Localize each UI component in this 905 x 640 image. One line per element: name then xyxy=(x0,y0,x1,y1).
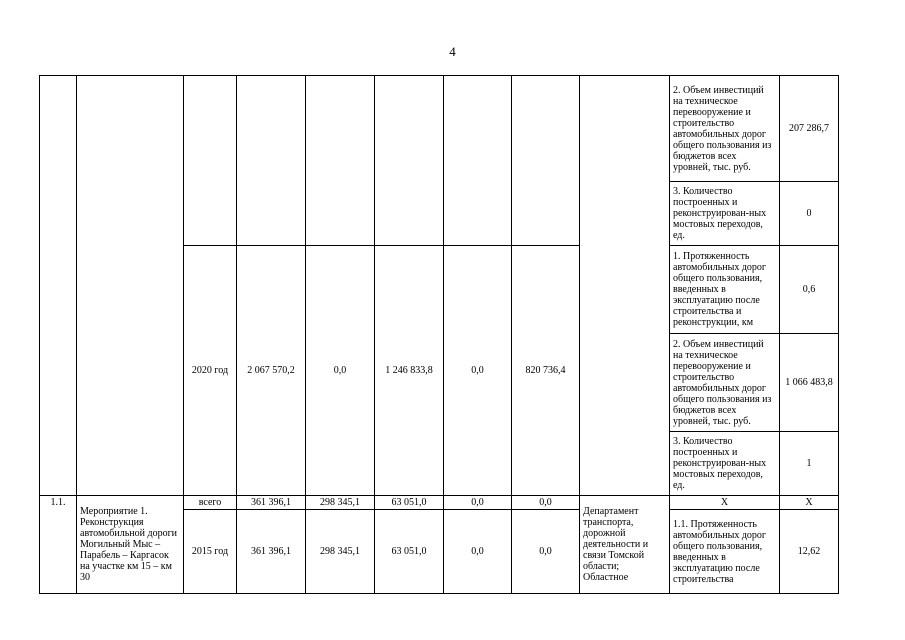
number-cell-empty xyxy=(40,76,77,496)
indicator-bridges-value: 0 xyxy=(780,182,839,246)
total-2015: 361 396,1 xyxy=(237,510,306,594)
other-2020: 820 736,4 xyxy=(512,246,580,496)
total-row-indicator-value: Х xyxy=(780,496,839,510)
name-cell-empty xyxy=(77,76,184,496)
regional-2015: 63 051,0 xyxy=(375,510,444,594)
year-2015: 2015 год xyxy=(184,510,237,594)
local-2015: 0,0 xyxy=(444,510,512,594)
other-2015: 0,0 xyxy=(512,510,580,594)
year-2020: 2020 год xyxy=(184,246,237,496)
total-row-total: 361 396,1 xyxy=(237,496,306,510)
total-row-indicator: Х xyxy=(670,496,780,510)
federal-2020: 0,0 xyxy=(306,246,375,496)
total-row-regional: 63 051,0 xyxy=(375,496,444,510)
total-row-local: 0,0 xyxy=(444,496,512,510)
year-cell-empty xyxy=(184,76,237,246)
indicator-investment-2020: 2. Объем инвестиций на техническое перевооружение и строительство автомобильных дорог общего пользования из бюджетов всех уровней, тыс. руб. xyxy=(670,334,780,432)
activity-executor: Департамент транспорта, дорожной деятельности и связи Томской области; Областное xyxy=(580,496,670,594)
total-cell-empty xyxy=(237,76,306,246)
indicator-investment-value-2020: 1 066 483,8 xyxy=(780,334,839,432)
federal-cell-empty xyxy=(306,76,375,246)
indicator-length-value-2020: 0,6 xyxy=(780,246,839,334)
indicator-bridges-value-2020: 1 xyxy=(780,432,839,496)
other-cell-empty xyxy=(512,76,580,246)
program-table xyxy=(39,75,839,594)
total-2020: 2 067 570,2 xyxy=(237,246,306,496)
indicator-length: 1. Протяженность автомобильных дорог общего пользования, введенных в эксплуатацию после строительства и реконструкции, км xyxy=(670,246,780,334)
indicator-investment-value: 207 286,7 xyxy=(780,76,839,182)
indicator-bridges-2020: 3. Количество построенных и реконструирован-ных мостовых переходов, ед. xyxy=(670,432,780,496)
local-cell-empty xyxy=(444,76,512,246)
total-row-label: всего xyxy=(184,496,237,510)
federal-2015: 298 345,1 xyxy=(306,510,375,594)
activity-name: Мероприятие 1. Реконструкция автомобильной дороги Могильный Мыс – Парабель – Каргасок на участке км 15 – км 30 xyxy=(77,496,184,594)
executor-cell-empty xyxy=(580,76,670,496)
indicator-length-1-1-value: 12,62 xyxy=(780,510,839,594)
activity-number: 1.1. xyxy=(40,496,77,594)
local-2020: 0,0 xyxy=(444,246,512,496)
regional-2020: 1 246 833,8 xyxy=(375,246,444,496)
indicator-length-1-1: 1.1. Протяженность автомобильных дорог общего пользования, введенных в эксплуатацию после строительства xyxy=(670,510,780,594)
indicator-bridges: 3. Количество построенных и реконструирован-ных мостовых переходов, ед. xyxy=(670,182,780,246)
page-number: 4 xyxy=(449,44,456,59)
total-row-other: 0,0 xyxy=(512,496,580,510)
regional-cell-empty xyxy=(375,76,444,246)
indicator-investment: 2. Объем инвестиций на техническое перевооружение и строительство автомобильных дорог общего пользования из бюджетов всех уровней, тыс. руб. xyxy=(670,76,780,182)
total-row-federal: 298 345,1 xyxy=(306,496,375,510)
